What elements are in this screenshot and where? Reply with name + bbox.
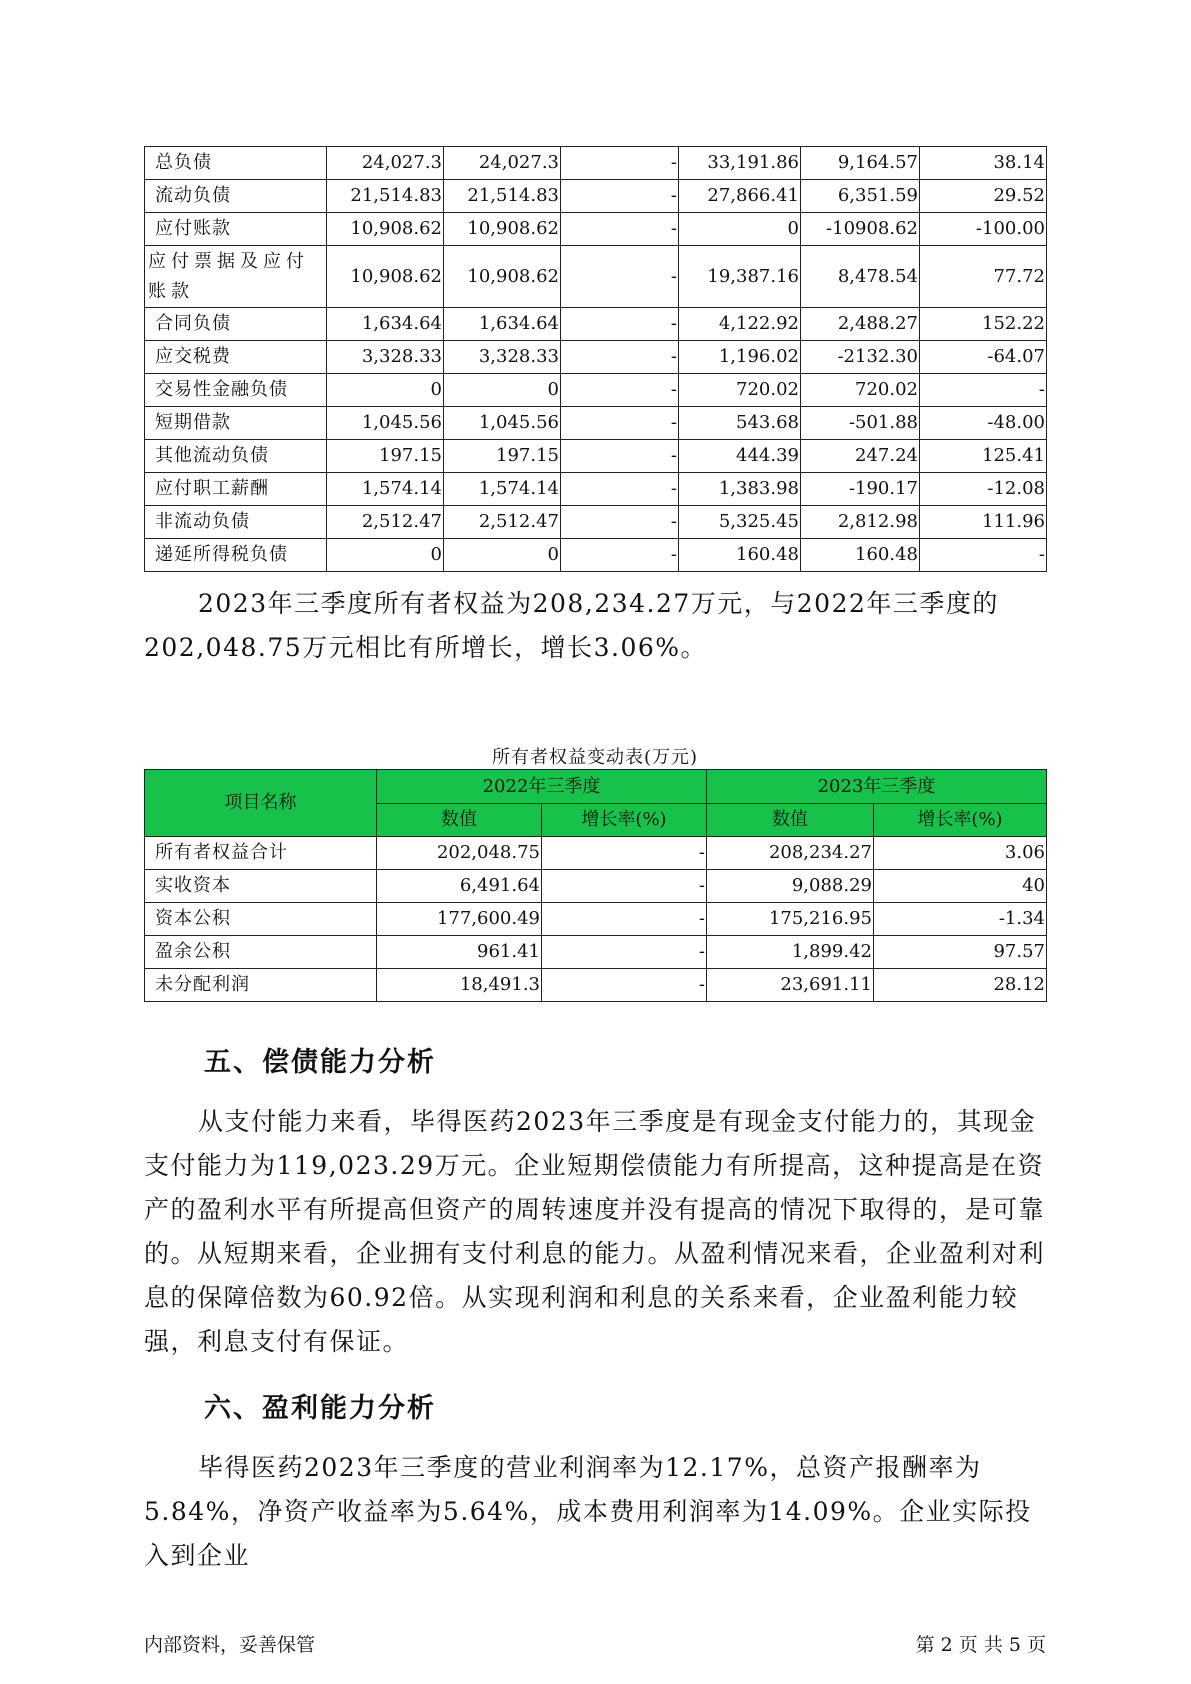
cell-value: 0 <box>327 539 444 572</box>
cell-value: 1,574.14 <box>327 473 444 506</box>
cell-value: 21,514.83 <box>444 180 561 213</box>
header-period-2023: 2023年三季度 <box>707 770 1047 804</box>
cell-value: 29.52 <box>920 180 1047 213</box>
cell-value: 125.41 <box>920 440 1047 473</box>
cell-value: 0 <box>679 213 801 246</box>
cell-value: 24,027.3 <box>327 147 444 180</box>
cell-value: - <box>561 473 679 506</box>
cell-value: - <box>920 374 1047 407</box>
cell-value: 77.72 <box>920 246 1047 308</box>
footer-confidential-note: 内部资料，妥善保管 <box>144 1634 316 1656</box>
equity-summary-paragraph <box>144 582 1046 670</box>
profitability-paragraph <box>144 1446 1046 1578</box>
equity-table-caption: 所有者权益变动表(万元) <box>491 747 699 768</box>
table-row <box>145 180 1047 213</box>
table-row <box>145 374 1047 407</box>
cell-value: 2,512.47 <box>327 506 444 539</box>
equity-table <box>144 769 1047 1002</box>
cell-value: - <box>561 539 679 572</box>
equity-table-body <box>145 837 1047 1002</box>
table-row <box>145 903 1047 936</box>
equity-summary-text: 2023年三季度所有者权益为208,234.27万元，与2022年三季度的202,048.75万元相比有所增长，增长3.06%。 <box>144 589 999 662</box>
cell-value: 10,908.62 <box>327 246 444 308</box>
cell-value: - <box>920 539 1047 572</box>
cell-value: -64.07 <box>920 341 1047 374</box>
header-period-2022: 2022年三季度 <box>377 770 707 804</box>
cell-value: 1,045.56 <box>444 407 561 440</box>
row-label: 流动负债 <box>145 180 327 213</box>
cell-value: - <box>561 147 679 180</box>
table-row <box>145 246 1047 308</box>
cell-value: - <box>561 246 679 308</box>
cell-value: 97.57 <box>874 936 1047 969</box>
cell-value: 160.48 <box>679 539 801 572</box>
cell-value: - <box>542 936 707 969</box>
cell-value: -48.00 <box>920 407 1047 440</box>
cell-value: -100.00 <box>920 213 1047 246</box>
cell-value: 3,328.33 <box>444 341 561 374</box>
row-label: 未分配利润 <box>145 969 377 1002</box>
cell-value: 202,048.75 <box>377 837 542 870</box>
table-row <box>145 147 1047 180</box>
solvency-paragraph <box>144 1100 1046 1364</box>
cell-value: 2,812.98 <box>801 506 920 539</box>
cell-value: - <box>561 180 679 213</box>
cell-value: 1,634.64 <box>444 308 561 341</box>
table-row <box>145 473 1047 506</box>
cell-value: 111.96 <box>920 506 1047 539</box>
table-row <box>145 440 1047 473</box>
header-value-2022: 数值 <box>377 804 542 837</box>
row-label: 应付票据及应付账款 <box>145 246 327 308</box>
cell-value: 23,691.11 <box>707 969 874 1002</box>
cell-value: 18,491.3 <box>377 969 542 1002</box>
row-label: 合同负债 <box>145 308 327 341</box>
row-label: 资本公积 <box>145 903 377 936</box>
cell-value: 1,383.98 <box>679 473 801 506</box>
cell-value: 0 <box>444 374 561 407</box>
cell-value: 720.02 <box>679 374 801 407</box>
cell-value: -501.88 <box>801 407 920 440</box>
cell-value: 1,196.02 <box>679 341 801 374</box>
table-row <box>145 341 1047 374</box>
cell-value: - <box>561 374 679 407</box>
cell-value: -2132.30 <box>801 341 920 374</box>
cell-value: - <box>542 969 707 1002</box>
cell-value: 3,328.33 <box>327 341 444 374</box>
header-item-name: 项目名称 <box>145 770 377 837</box>
row-label: 其他流动负债 <box>145 440 327 473</box>
liabilities-table-body <box>145 147 1047 572</box>
table-row <box>145 308 1047 341</box>
cell-value: 4,122.92 <box>679 308 801 341</box>
cell-value: 8,478.54 <box>801 246 920 308</box>
cell-value: 9,164.57 <box>801 147 920 180</box>
cell-value: -10908.62 <box>801 213 920 246</box>
cell-value: 175,216.95 <box>707 903 874 936</box>
table-row <box>145 936 1047 969</box>
cell-value: -190.17 <box>801 473 920 506</box>
cell-value: 10,908.62 <box>444 213 561 246</box>
table-row <box>145 837 1047 870</box>
cell-value: - <box>542 870 707 903</box>
cell-value: 27,866.41 <box>679 180 801 213</box>
cell-value: 1,899.42 <box>707 936 874 969</box>
cell-value: - <box>561 440 679 473</box>
header-growth-2023: 增长率(%) <box>874 804 1047 837</box>
table-row <box>145 969 1047 1002</box>
cell-value: 33,191.86 <box>679 147 801 180</box>
equity-header-row-1 <box>145 770 1047 804</box>
cell-value: 28.12 <box>874 969 1047 1002</box>
cell-value: 152.22 <box>920 308 1047 341</box>
header-growth-2022: 增长率(%) <box>542 804 707 837</box>
cell-value: 197.15 <box>444 440 561 473</box>
cell-value: - <box>542 837 707 870</box>
cell-value: - <box>561 407 679 440</box>
solvency-text: 从支付能力来看，毕得医药2023年三季度是有现金支付能力的，其现金支付能力为119,023.29万元。企业短期偿债能力有所提高，这种提高是在资产的盈利水平有所提高但资产的周转速度并没有提高的情况下取得的，是可靠的。从短期来看，企业拥有支付利息的能力。从盈利情况来看，企业盈利对利息的保障倍数为60.92倍。从实现利润和利息的关系来看，企业盈利能力较强，利息支付有保证。 <box>144 1107 1046 1356</box>
cell-value: 444.39 <box>679 440 801 473</box>
cell-value: 6,351.59 <box>801 180 920 213</box>
cell-value: 2,488.27 <box>801 308 920 341</box>
footer-page-number: 第 2 页 共 5 页 <box>915 1634 1046 1656</box>
cell-value: 1,634.64 <box>327 308 444 341</box>
cell-value: 10,908.62 <box>327 213 444 246</box>
cell-value: 1,574.14 <box>444 473 561 506</box>
cell-value: 40 <box>874 870 1047 903</box>
cell-value: 0 <box>444 539 561 572</box>
cell-value: 208,234.27 <box>707 837 874 870</box>
cell-value: 2,512.47 <box>444 506 561 539</box>
header-value-2023: 数值 <box>707 804 874 837</box>
cell-value: 961.41 <box>377 936 542 969</box>
cell-value: 38.14 <box>920 147 1047 180</box>
row-label: 交易性金融负债 <box>145 374 327 407</box>
row-label: 非流动负债 <box>145 506 327 539</box>
cell-value: 160.48 <box>801 539 920 572</box>
liabilities-table <box>144 146 1047 572</box>
cell-value: 720.02 <box>801 374 920 407</box>
row-label: 应付账款 <box>145 213 327 246</box>
cell-value: 1,045.56 <box>327 407 444 440</box>
table-row <box>145 870 1047 903</box>
table-row <box>145 213 1047 246</box>
row-label: 盈余公积 <box>145 936 377 969</box>
section-heading-solvency: 五、偿债能力分析 <box>204 1047 436 1078</box>
row-label: 短期借款 <box>145 407 327 440</box>
cell-value: 19,387.16 <box>679 246 801 308</box>
table-row <box>145 506 1047 539</box>
cell-value: 177,600.49 <box>377 903 542 936</box>
cell-value: -12.08 <box>920 473 1047 506</box>
cell-value: 5,325.45 <box>679 506 801 539</box>
cell-value: 543.68 <box>679 407 801 440</box>
profitability-text: 毕得医药2023年三季度的营业利润率为12.17%，总资产报酬率为5.84%，净资产收益率为5.64%，成本费用利润率为14.09%。企业实际投入到企业 <box>144 1453 1032 1570</box>
row-label: 递延所得税负债 <box>145 539 327 572</box>
row-label: 所有者权益合计 <box>145 837 377 870</box>
cell-value: 10,908.62 <box>444 246 561 308</box>
cell-value: 24,027.3 <box>444 147 561 180</box>
table-row <box>145 539 1047 572</box>
cell-value: - <box>561 308 679 341</box>
cell-value: 6,491.64 <box>377 870 542 903</box>
cell-value: - <box>561 213 679 246</box>
cell-value: - <box>561 506 679 539</box>
cell-value: 0 <box>327 374 444 407</box>
section-heading-profitability: 六、盈利能力分析 <box>204 1393 436 1424</box>
cell-value: - <box>561 341 679 374</box>
cell-value: - <box>542 903 707 936</box>
cell-value: 9,088.29 <box>707 870 874 903</box>
cell-value: 197.15 <box>327 440 444 473</box>
cell-value: 3.06 <box>874 837 1047 870</box>
cell-value: -1.34 <box>874 903 1047 936</box>
row-label: 应交税费 <box>145 341 327 374</box>
table-row <box>145 407 1047 440</box>
cell-value: 247.24 <box>801 440 920 473</box>
cell-value: 21,514.83 <box>327 180 444 213</box>
row-label: 实收资本 <box>145 870 377 903</box>
row-label: 应付职工薪酬 <box>145 473 327 506</box>
row-label: 总负债 <box>145 147 327 180</box>
